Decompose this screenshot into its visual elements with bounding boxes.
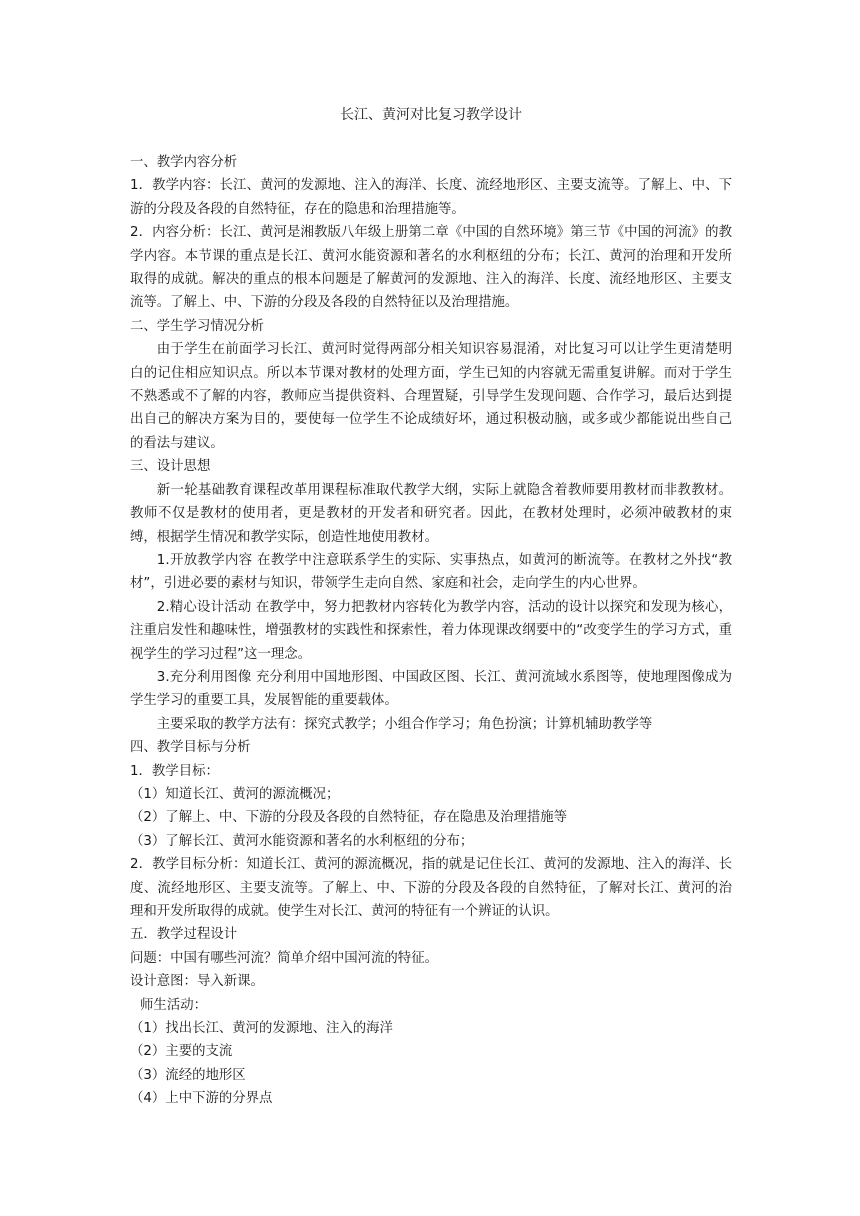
document-title: 长江、黄河对比复习教学设计 [340, 107, 522, 123]
paragraph: 1.开放教学内容 在教学中注意联系学生的实际、实事热点，如黄河的断流等。在教材之外找“教材”，引进必要的素材与知识，带领学生走向自然、家庭和社会，走向学生的内心世界。 [130, 552, 732, 592]
paragraph: 设计意图：导入新课。 [130, 974, 264, 990]
paragraph: 二、学生学习情况分析 [130, 318, 264, 334]
paragraph: 2.精心设计活动 在教学中，努力把教材内容转化为教学内容，活动的设计以探究和发现为核心，注重启发性和趣味性，增强教材的实践性和探索性，着力体现课改纲要中的“改变学生的学习方式，重视学生的学习过程”这一理念。 [130, 599, 732, 662]
paragraph: （2）了解上、中、下游的分段及各段的自然特征，存在隐患及治理措施等 [130, 810, 568, 826]
paragraph: （4）上中下游的分界点 [130, 1091, 273, 1107]
paragraph: 由于学生在前面学习长江、黄河时觉得两部分相关知识容易混淆，对比复习可以让学生更清楚明白的记住相应知识点。所以本节课对教材的处理方面，学生已知的内容就无需重复讲解。而对于学生不熟悉或不了解的内容，教师应当提供资料、合理置疑，引导学生发现问题、合作学习，最后达到提出自己的解决方案为目的，要使每一位学生不论成绩好坏，通过积极动脑，或多或少都能说出些自己的看法与建议。 [130, 342, 732, 451]
paragraph: （1）知道长江、黄河的源流概况； [130, 786, 340, 802]
paragraph: （1）找出长江、黄河的发源地、注入的海洋 [130, 1021, 393, 1037]
paragraph: 主要采取的教学方法有：探究式教学；小组合作学习；角色扮演；计算机辅助教学等 [156, 716, 653, 732]
paragraph: 问题：中国有哪些河流？简单介绍中国河流的特征。 [130, 950, 438, 966]
paragraph: 1．教学内容：长江、黄河的发源地、注入的海洋、长度、流经地形区、主要支流等。了解上、中、下游的分段及各段的自然特征，存在的隐患和治理措施等。 [130, 178, 732, 217]
paragraph: （3）流经的地形区 [130, 1067, 246, 1083]
paragraph: 五．教学过程设计 [130, 927, 238, 943]
paragraph: 四、教学目标与分析 [130, 740, 251, 756]
paragraph: 师生活动： [140, 997, 207, 1013]
paragraph: 3.充分利用图像 充分利用中国地形图、中国政区图、长江、黄河流域水系图等，使地理图像成为学生学习的重要工具，发展智能的重要载体。 [130, 669, 732, 709]
paragraph: 一、教学内容分析 [130, 155, 238, 170]
paragraph: 2．内容分析：长江、黄河是湘教版八年级上册第二章《中国的自然环境》第三节《中国的河流》的教学内容。本节课的重点是长江、黄河水能资源和著名的水利枢纽的分布；长江、黄河的治理和开发所取得的成就。解决的重点的根本问题是了解黄河的发源地、注入的海洋、长度、流经地形区、主要支流等。了解上、中、下游的分段及各段的自然特征以及治理措施。 [130, 225, 732, 311]
paragraph: （3）了解长江、黄河水能资源和著名的水利枢纽的分布； [130, 833, 474, 849]
paragraph: 2．教学目标分析：知道长江、黄河的源流概况，指的就是记住长江、黄河的发源地、注入的海洋、长度、流经地形区、主要支流等。了解上、中、下游的分段及各段的自然特征，了解对长江、黄河的治理和开发所取得的成就。使学生对长江、黄河的特征有一个辨证的认识。 [130, 857, 732, 919]
paragraph: 三、设计思想 [130, 459, 211, 475]
paragraph: 新一轮基础教育课程改革用课程标准取代教学大纲，实际上就隐含着教师要用教材而非教教材。教师不仅是教材的使用者，更是教材的开发者和研究者。因此，在教材处理时，必须冲破教材的束缚，根据学生情况和教学实际，创造性地使用教材。 [130, 482, 732, 545]
document-page [130, 104, 732, 1111]
document-body [130, 151, 732, 1111]
paragraph: （2）主要的支流 [130, 1044, 233, 1060]
paragraph: 1．教学目标： [130, 763, 219, 779]
